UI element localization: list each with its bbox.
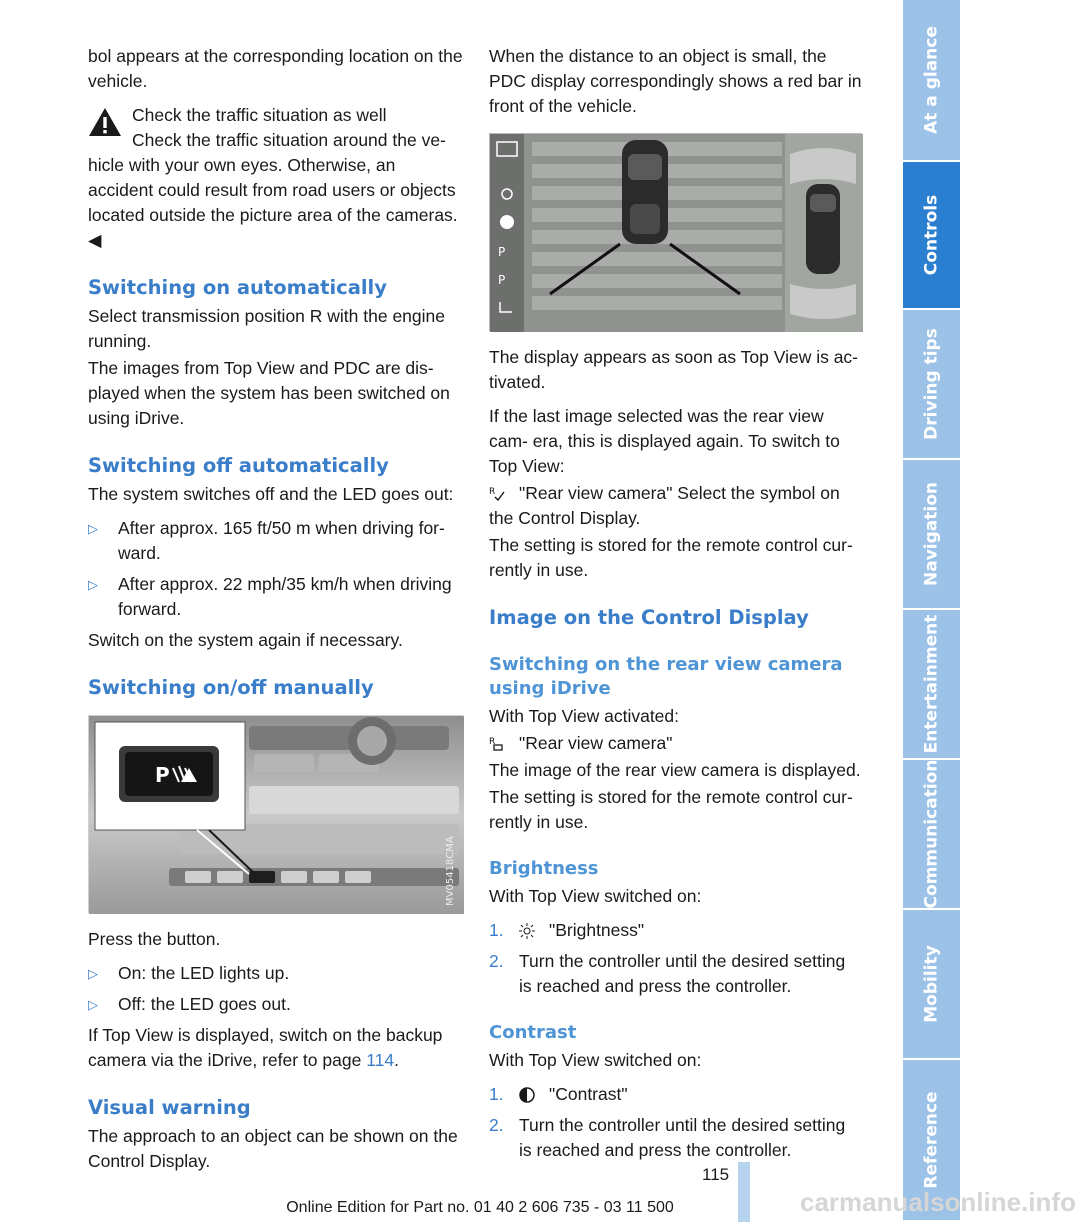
tab-mobility[interactable]: Mobility xyxy=(903,910,960,1060)
camera-icon[interactable] xyxy=(489,736,505,752)
tab-driving-tips[interactable]: Driving tips xyxy=(903,310,960,460)
svg-text:P: P xyxy=(498,273,506,287)
end-mark-icon: ◀ xyxy=(88,230,102,250)
tab-communication[interactable]: Communication xyxy=(903,760,960,910)
warning-text: hicle with your own eyes. Otherwise, an accident could result from road users or objects located outside the picture area of the cameras. xyxy=(88,155,458,225)
tab-controls[interactable]: Controls xyxy=(903,162,960,310)
topview-display xyxy=(489,133,862,331)
warning-icon xyxy=(88,107,122,137)
auto-on-heading: Switching on automatically xyxy=(88,276,387,299)
contrast-heading: Contrast xyxy=(489,1022,577,1043)
svg-text:R: R xyxy=(489,487,496,497)
warning-first-line: Check the traffic situation around the ve- xyxy=(132,130,446,150)
list-item: 1. "Brightness" xyxy=(489,920,645,940)
bullet-triangle-icon: ▷ xyxy=(88,577,98,592)
switch-again-text: Switch on the system again if necessary. xyxy=(88,630,403,650)
visual-warning-text: The approach to an object can be shown on the Control Display. xyxy=(88,1126,458,1171)
bullet-triangle-icon: ▷ xyxy=(88,997,98,1012)
visual-warning-heading: Visual warning xyxy=(88,1096,251,1119)
last-image-text: If the last image selected was the rear view cam- era, this is displayed again. To switch to Top View: xyxy=(489,406,840,476)
brightness-icon[interactable] xyxy=(519,923,535,939)
rear-view-camera-icon[interactable] xyxy=(489,486,505,502)
list-item: 1. "Contrast" xyxy=(489,1084,628,1104)
list-item: 2. Turn the controller until the desired setting is reached and press the controller. xyxy=(489,1115,846,1160)
page-114-link[interactable]: 114 xyxy=(366,1050,395,1070)
section-tabs xyxy=(903,0,960,1222)
with-topview-text: With Top View activated: xyxy=(489,706,680,726)
right-column xyxy=(489,44,862,1169)
list-item: ▷ Off: the LED goes out. xyxy=(88,992,463,1017)
backup-paragraph: If Top View is displayed, switch on the backup camera via the iDrive, refer to page 114. xyxy=(88,1025,443,1070)
rear-displayed-text: The image of the rear view camera is displayed. xyxy=(489,760,861,780)
watermark: carmanualsonline.info xyxy=(800,1187,1076,1217)
press-button-text: Press the button. xyxy=(88,929,221,949)
tab-at-a-glance[interactable]: At a glance xyxy=(903,0,960,162)
dashboard-photo xyxy=(88,715,463,913)
brightness-heading: Brightness xyxy=(489,858,599,879)
tab-reference[interactable]: Reference xyxy=(903,1060,960,1222)
contrast-icon[interactable] xyxy=(519,1087,535,1103)
contrast-with-text: With Top View switched on: xyxy=(489,1050,702,1070)
auto-on-text-1: Select transmission position R with the engine running. xyxy=(88,306,445,351)
display-appears-text: The display appears as soon as Top View is ac- tivated. xyxy=(489,347,859,392)
tab-entertainment[interactable]: Entertainment xyxy=(903,610,960,760)
rear-camera-heading: Switching on the rear view camera using iDrive xyxy=(489,654,843,699)
pdc-text: When the distance to an object is small, the PDC display correspondingly shows a red bar in front of the vehicle. xyxy=(489,46,862,116)
image-control-display-heading: Image on the Control Display xyxy=(489,606,809,629)
auto-off-heading: Switching off automatically xyxy=(88,454,389,477)
bullet-triangle-icon: ▷ xyxy=(88,966,98,981)
auto-off-list xyxy=(88,516,463,622)
footer-text: Online Edition for Part no. 01 40 2 606 735 - 03 11 500 xyxy=(286,1199,674,1216)
contrast-steps xyxy=(489,1082,862,1163)
list-item: 2. Turn the controller until the desired setting is reached and press the controller. xyxy=(489,951,846,996)
auto-off-text: The system switches off and the LED goes out: xyxy=(88,484,454,504)
rear-camera-item: R "Rear view camera" xyxy=(489,733,673,753)
list-item: ▷ After approx. 22 mph/35 km/h when driving forward. xyxy=(88,574,452,619)
stored-text-2: The setting is stored for the remote control cur- rently in use. xyxy=(489,787,853,832)
brightness-steps xyxy=(489,918,862,999)
rear-symbol-paragraph: R "Rear view camera" Select the symbol on the Control Display. xyxy=(489,483,840,528)
pdc-button-label: P xyxy=(155,763,170,787)
figure-code: MV05418CMA xyxy=(445,836,456,906)
tab-navigation[interactable]: Navigation xyxy=(903,460,960,610)
manual-heading: Switching on/off manually xyxy=(88,676,374,699)
left-column xyxy=(88,44,463,1183)
list-item: ▷ On: the LED lights up. xyxy=(88,961,463,986)
intro-text: bol appears at the corresponding location on the vehicle. xyxy=(88,46,463,91)
warning-block xyxy=(88,103,463,253)
page-number: 115 xyxy=(702,1165,730,1184)
stored-text-1: The setting is stored for the remote control cur- rently in use. xyxy=(489,535,853,580)
auto-on-text-2: The images from Top View and PDC are dis- played when the system has been switched on using iDrive. xyxy=(88,358,450,428)
brightness-with-text: With Top View switched on: xyxy=(489,886,702,906)
bullet-triangle-icon: ▷ xyxy=(88,521,98,536)
list-item: ▷ After approx. 165 ft/50 m when driving for- ward. xyxy=(88,518,445,563)
led-list xyxy=(88,961,463,1017)
svg-text:R: R xyxy=(489,737,496,747)
svg-text:P: P xyxy=(498,245,506,259)
warning-title: Check the traffic situation as well xyxy=(132,105,387,125)
